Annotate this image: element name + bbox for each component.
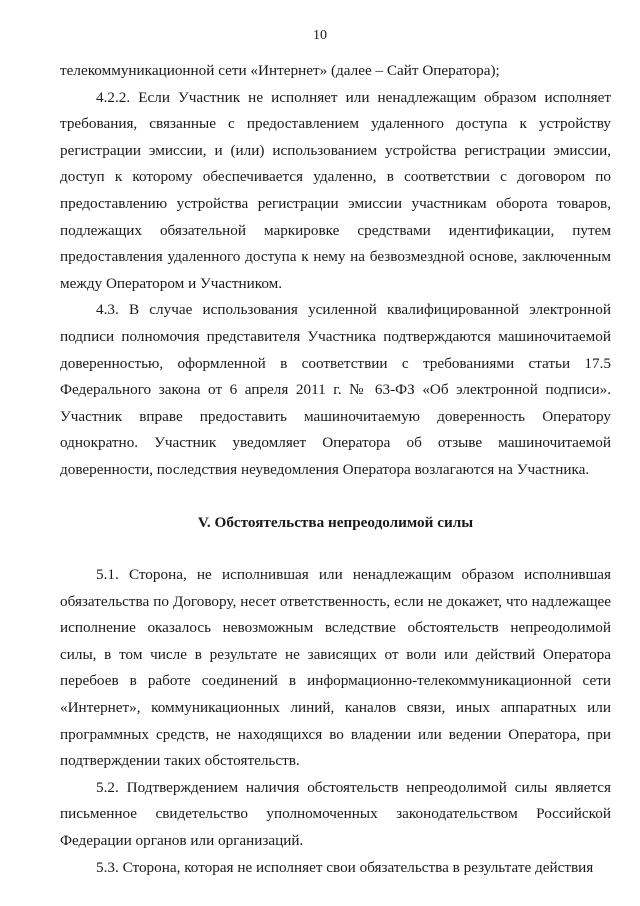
paragraph-4-2-2: 4.2.2. Если Участник не исполняет или ненадлежащим образом исполняет требования, связанные с предоставлением удаленного доступа к устройству регистрации эмиссии, и (или) использованием устройства регистрации эмиссии, доступ к которому обеспечивается удаленно, в соответствии с договором по предоставлению устройства регистрации эмиссии участникам оборота товаров, подлежащих обязательной маркировке средствами идентификации, путем предоставления удаленного доступа к нему на безвозмездной основе, заключенным между Оператором и Участником. [60, 88, 611, 292]
document-body [60, 58, 611, 881]
spacer [60, 484, 611, 510]
paragraph-4-3: 4.3. В случае использования усиленной квалифицированной электронной подписи полномочия представителя Участника подтверждаются машиночитаемой доверенностью, оформленной в соответствии с требованиями статьи 17.5 Федерального закона от 6 апреля 2011 г. № 63-ФЗ «Об электронной подписи». Участник вправе предоставить машиночитаемую доверенность Оператору однократно. Участник уведомляет Оператора об отзыве машиночитаемой доверенности, последствия неуведомления Оператора возлагаются на Участника. [60, 301, 611, 478]
page-number: 10 [313, 28, 327, 43]
paragraph-5-3: 5.3. Сторона, которая не исполняет свои обязательства в результате действия [96, 858, 594, 876]
paragraph-5-2: 5.2. Подтверждением наличия обстоятельств непреодолимой силы является письменное свидетельство уполномоченных законодательством Российской Федерации органов или организаций. [60, 778, 611, 850]
section-heading: V. Обстоятельства непреодолимой силы [197, 513, 474, 531]
paragraph-continuation: телекоммуникационной сети «Интернет» (далее – Сайт Оператора); [60, 62, 500, 79]
spacer [60, 536, 611, 562]
paragraph-5-1: 5.1. Сторона, не исполнившая или ненадлежащим образом исполнившая обязательства по Договору, несет ответственность, если не докажет, что надлежащее исполнение оказалось невозможным вследствие обстоятельств непреодолимой силы, в том числе в результате не зависящих от воли или действий Оператора перебоев в работе соединений в информационно-телекоммуникационной сети «Интернет», коммуникационных линий, каналов связи, иных аппаратных или программных средств, не находящихся во владении или ведении Оператора, при подтверждении таких обстоятельств. [60, 566, 611, 770]
